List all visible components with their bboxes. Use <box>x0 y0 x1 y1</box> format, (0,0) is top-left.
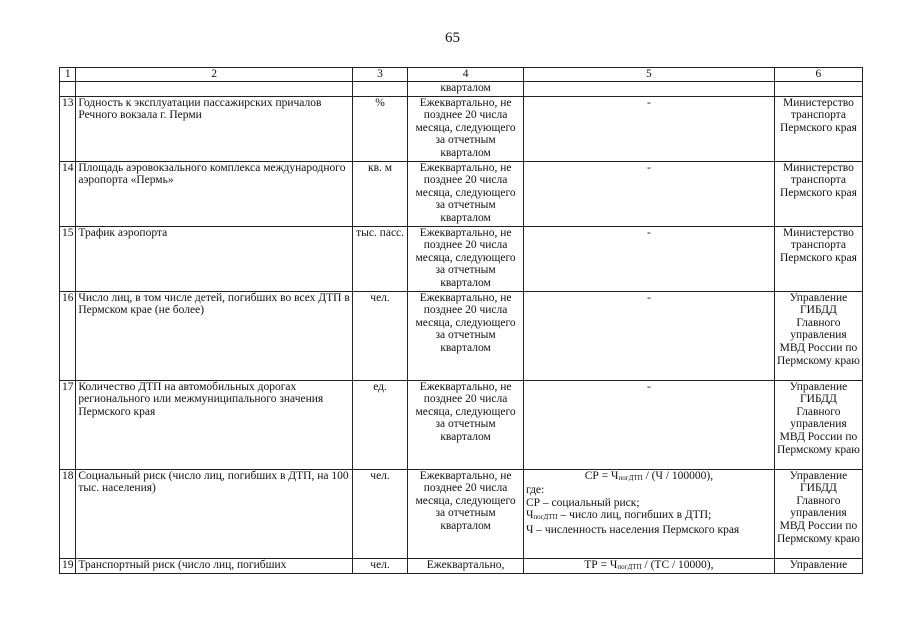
method: - <box>523 161 774 226</box>
indicator-table <box>59 67 863 574</box>
table-row <box>60 161 863 226</box>
period: Ежеквартально, не позднее 20 числа месяца, следующего за отчетным кварталом <box>408 226 524 291</box>
indicator-name: Социальный риск (число лиц, погибших в ДТП, на 100 тыс. населения) <box>76 469 353 558</box>
indicator-name: Количество ДТП на автомобильных дорогах регионального или межмуниципального значения Пермского края <box>76 380 353 469</box>
source: Управление ГИБДД Главного управления МВД России по Пермскому краю <box>774 380 862 469</box>
row-number: 17 <box>60 380 76 469</box>
header-col-1: 1 <box>60 68 76 82</box>
table-row <box>60 469 863 558</box>
period: Ежеквартально, не позднее 20 числа месяца, следующего за отчетным кварталом <box>408 96 524 161</box>
formula-line: СР = ЧпогДТП / (Ч / 100000), <box>584 469 714 482</box>
row-number: 15 <box>60 226 76 291</box>
indicator-name: Трафик аэропорта <box>76 226 353 291</box>
row-number: 19 <box>60 558 76 574</box>
period: Ежеквартально, не позднее 20 числа месяца, следующего за отчетным кварталом <box>408 469 524 558</box>
source: Министерство транспорта Пермского края <box>774 96 862 161</box>
unit: чел. <box>352 469 407 558</box>
source: Министерство транспорта Пермского края <box>774 161 862 226</box>
page-number: 65 <box>445 30 460 46</box>
method-formula <box>523 469 774 558</box>
period: Ежеквартально, не позднее 20 числа месяца, следующего за отчетным кварталом <box>408 380 524 469</box>
source: Управление ГИБДД Главного управления МВД России по Пермскому краю <box>774 291 862 380</box>
continuation-row <box>60 81 863 96</box>
indicator-name: Годность к эксплуатации пассажирских причалов Речного вокзала г. Перми <box>76 96 353 161</box>
indicator-name: Число лиц, в том числе детей, погибших во всех ДТП в Пермском крае (не более) <box>76 291 353 380</box>
method: - <box>523 96 774 161</box>
header-col-5: 5 <box>523 68 774 82</box>
row-number: 14 <box>60 161 76 226</box>
method: - <box>523 291 774 380</box>
formula-where: где: <box>525 484 545 497</box>
continuation-text: кварталом <box>408 81 524 96</box>
formula-def: Ч – численность населения Пермского края <box>525 523 740 536</box>
period: Ежеквартально, не позднее 20 числа месяца, следующего за отчетным кварталом <box>408 161 524 226</box>
formula-line: ТР = ЧпогДТП / (ТС / 10000), <box>584 558 714 571</box>
unit: чел. <box>352 558 407 574</box>
table-row <box>60 558 863 574</box>
header-col-2: 2 <box>76 68 353 82</box>
table-row <box>60 291 863 380</box>
row-number: 18 <box>60 469 76 558</box>
source: Министерство транспорта Пермского края <box>774 226 862 291</box>
formula-def: ЧпогДТП – число лиц, погибших в ДТП; <box>525 509 712 522</box>
period: Ежеквартально, <box>408 558 524 574</box>
unit: чел. <box>352 291 407 380</box>
unit: кв. м <box>352 161 407 226</box>
indicator-name: Транспортный риск (число лиц, погибших <box>76 558 353 574</box>
unit: ед. <box>352 380 407 469</box>
method: - <box>523 226 774 291</box>
method: - <box>523 380 774 469</box>
indicator-name: Площадь аэровокзального комплекса международного аэропорта «Пермь» <box>76 161 353 226</box>
source: Управление <box>774 558 862 574</box>
row-number: 13 <box>60 96 76 161</box>
table-row <box>60 96 863 161</box>
row-number: 16 <box>60 291 76 380</box>
table-row <box>60 380 863 469</box>
period: Ежеквартально, не позднее 20 числа месяца, следующего за отчетным кварталом <box>408 291 524 380</box>
unit: % <box>352 96 407 161</box>
method-formula <box>523 558 774 574</box>
formula-def: СР – социальный риск; <box>525 496 640 509</box>
table-row <box>60 226 863 291</box>
unit: тыс. пасс. <box>352 226 407 291</box>
header-col-4: 4 <box>408 68 524 82</box>
header-col-6: 6 <box>774 68 862 82</box>
header-col-3: 3 <box>352 68 407 82</box>
header-row <box>60 68 863 82</box>
source: Управление ГИБДД Главного управления МВД России по Пермскому краю <box>774 469 862 558</box>
